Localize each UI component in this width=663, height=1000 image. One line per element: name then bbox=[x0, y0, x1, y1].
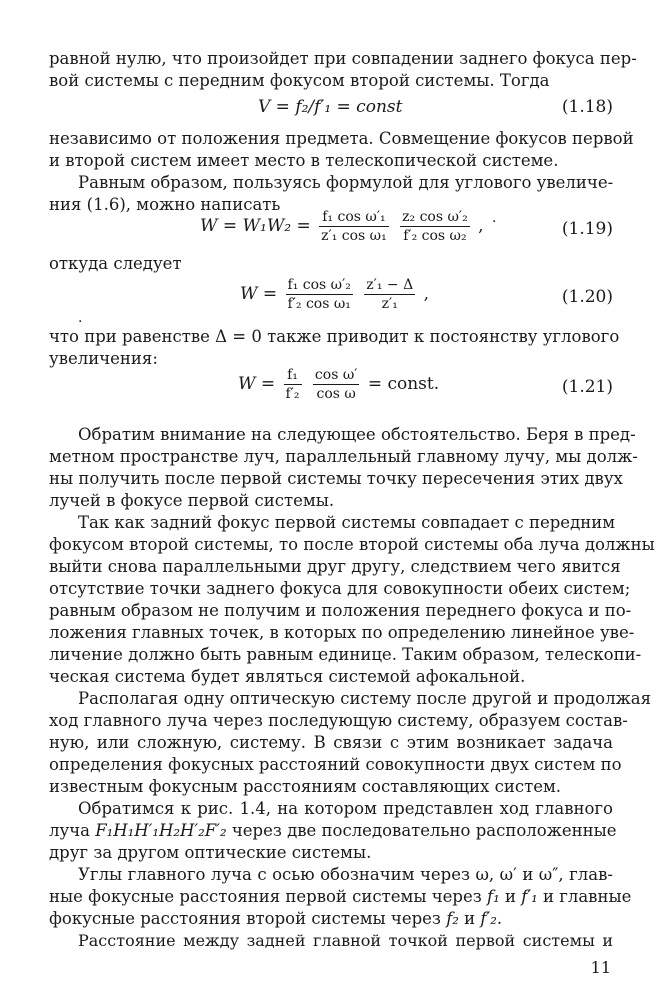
text-line: Располагая одну оптическую систему после другой и продолжая bbox=[78, 689, 652, 708]
text-line: отсутствие точки заднего фокуса для совокупности обеих систем; bbox=[49, 579, 631, 598]
fraction-numerator: f₁ cos ω′₁ bbox=[319, 208, 389, 227]
equation-1-20: W = $\frac{\text{f₁ cos ω′₂}}{\text{f′₂ cos ω₁}}$ $\frac{\text{z′₁ − Δ}}{\text{z′₁}}$ , bbox=[240, 277, 430, 312]
fraction-numerator: f₁ bbox=[284, 366, 302, 385]
fraction-numerator: f₁ cos ω′₂ bbox=[287, 277, 351, 293]
text-line: Так как задний фокус первой системы совпадает с передним bbox=[78, 513, 616, 532]
fraction-denominator: z′₁ bbox=[381, 296, 398, 312]
text-line: Обратим внимание на следующее обстоятельство. Беря в пред- bbox=[78, 425, 636, 444]
equation-1-19: W = W₁W₂ = $\frac{\text{f₁ cos ω′₁}}{\text{z′₁ cos ω₁}}$ $\frac{\text{z₂ cos ω′₂}}{\text{f′₂ cos ω₂}}$ , bbox=[200, 209, 484, 244]
fraction-numerator: z′₁ − Δ bbox=[366, 277, 414, 293]
text-line: фокусом второй системы, то после второй системы оба луча должны bbox=[49, 535, 655, 554]
text-line: Равным образом, пользуясь формулой для углового увеличе- bbox=[78, 173, 614, 192]
equation-number: (1.19) bbox=[561, 219, 613, 239]
equation-1-18: V = f₂/f′₁ = const bbox=[258, 97, 403, 117]
text-line: известным фокусным расстояниям составляющих систем. bbox=[49, 777, 562, 796]
text-line: равной нулю, что произойдет при совпадении заднего фокуса пер- bbox=[49, 49, 637, 68]
text-line: лучей в фокусе первой системы. bbox=[49, 491, 335, 510]
text-line: метном пространстве луч, параллельный главному лучу, мы долж- bbox=[49, 447, 638, 466]
overflow-text-holder: передней главной точкой второй системы — косую толщину — обозначим через d̃ и расстояние между задним фокусом первой системы и передним фокусом второй — оптический интервал — через Δ. bbox=[49, 945, 157, 946]
fraction-denominator: cos ω bbox=[316, 386, 356, 402]
text-line: равным образом не получим и положения переднего фокуса и по- bbox=[49, 601, 632, 620]
text-line: выйти снова параллельными друг другу, следствием чего явится bbox=[49, 557, 621, 576]
text-line: что при равенстве Δ = 0 также приводит к постоянству углового bbox=[49, 327, 620, 346]
equation-number: (1.18) bbox=[561, 97, 613, 117]
fraction-denominator: z′₁ cos ω₁ bbox=[321, 228, 387, 244]
text-line: ны получить после первой системы точку пересечения этих двух bbox=[49, 469, 623, 488]
text-line: Обратимся к рис. 1.4, на котором представлен ход главного bbox=[78, 799, 613, 818]
fraction-denominator: f′₂ cos ω₂ bbox=[403, 228, 467, 244]
equation-number: (1.21) bbox=[561, 377, 613, 397]
text-line: определения фокусных расстояний совокупности двух систем по bbox=[49, 755, 622, 774]
text-line: Углы главного луча с осью обозначим через ω, ω′ и ω″, глав- bbox=[78, 865, 613, 884]
text-line: откуда следует bbox=[49, 254, 182, 273]
fraction-denominator: f′₂ cos ω₁ bbox=[287, 296, 351, 312]
fraction-denominator: f′₂ bbox=[285, 386, 300, 402]
page-number: 11 bbox=[590, 958, 611, 977]
text-line: ную, или сложную, систему. В связи с этим возникает задача bbox=[49, 733, 613, 752]
print-speck: · bbox=[492, 214, 497, 230]
print-speck: · bbox=[78, 314, 83, 330]
text-line: Расстояние между задней главной точкой первой системы и bbox=[78, 931, 613, 950]
text-line: ные фокусные расстояния первой системы через f₁ и f′₁ и главные bbox=[49, 887, 632, 906]
text-line: луча F₁H₁H′₁H₂H′₂F′₂ через две последовательно расположенные bbox=[49, 821, 617, 840]
text-line: ния (1.6), можно написать bbox=[49, 195, 281, 214]
text-line: независимо от положения предмета. Совмещение фокусов первой bbox=[49, 129, 634, 148]
text-line: увеличения: bbox=[49, 349, 158, 368]
text-line: фокусные расстояния второй системы через f₂ и f′₂. bbox=[49, 909, 503, 928]
equation-1-21: W = $\frac{\text{f₁}}{\text{f′₂}}$ $\frac{\text{cos ω′}}{\text{cos ω}}$ = const. bbox=[238, 367, 440, 402]
text-line: вой системы с передним фокусом второй системы. Тогда bbox=[49, 71, 550, 90]
fraction-numerator: z₂ cos ω′₂ bbox=[402, 209, 468, 225]
equation-number: (1.20) bbox=[561, 287, 613, 307]
text-line: друг за другом оптические системы. bbox=[49, 843, 372, 862]
text-line: личение должно быть равным единице. Таким образом, телескопи- bbox=[49, 645, 642, 664]
fraction-numerator: cos ω′ bbox=[314, 367, 358, 383]
text-line: и второй систем имеет место в телескопической системе. bbox=[49, 151, 559, 170]
text-line: ческая система будет являться системой афокальной. bbox=[49, 667, 526, 686]
ray-path-symbols: F₁H₁H′₁H₂H′₂F′₂ bbox=[95, 821, 227, 840]
text-line: ложения главных точек, в которых по определению линейное уве- bbox=[49, 623, 635, 642]
text-line: ход главного луча через последующую систему, образуем состав- bbox=[49, 711, 628, 730]
